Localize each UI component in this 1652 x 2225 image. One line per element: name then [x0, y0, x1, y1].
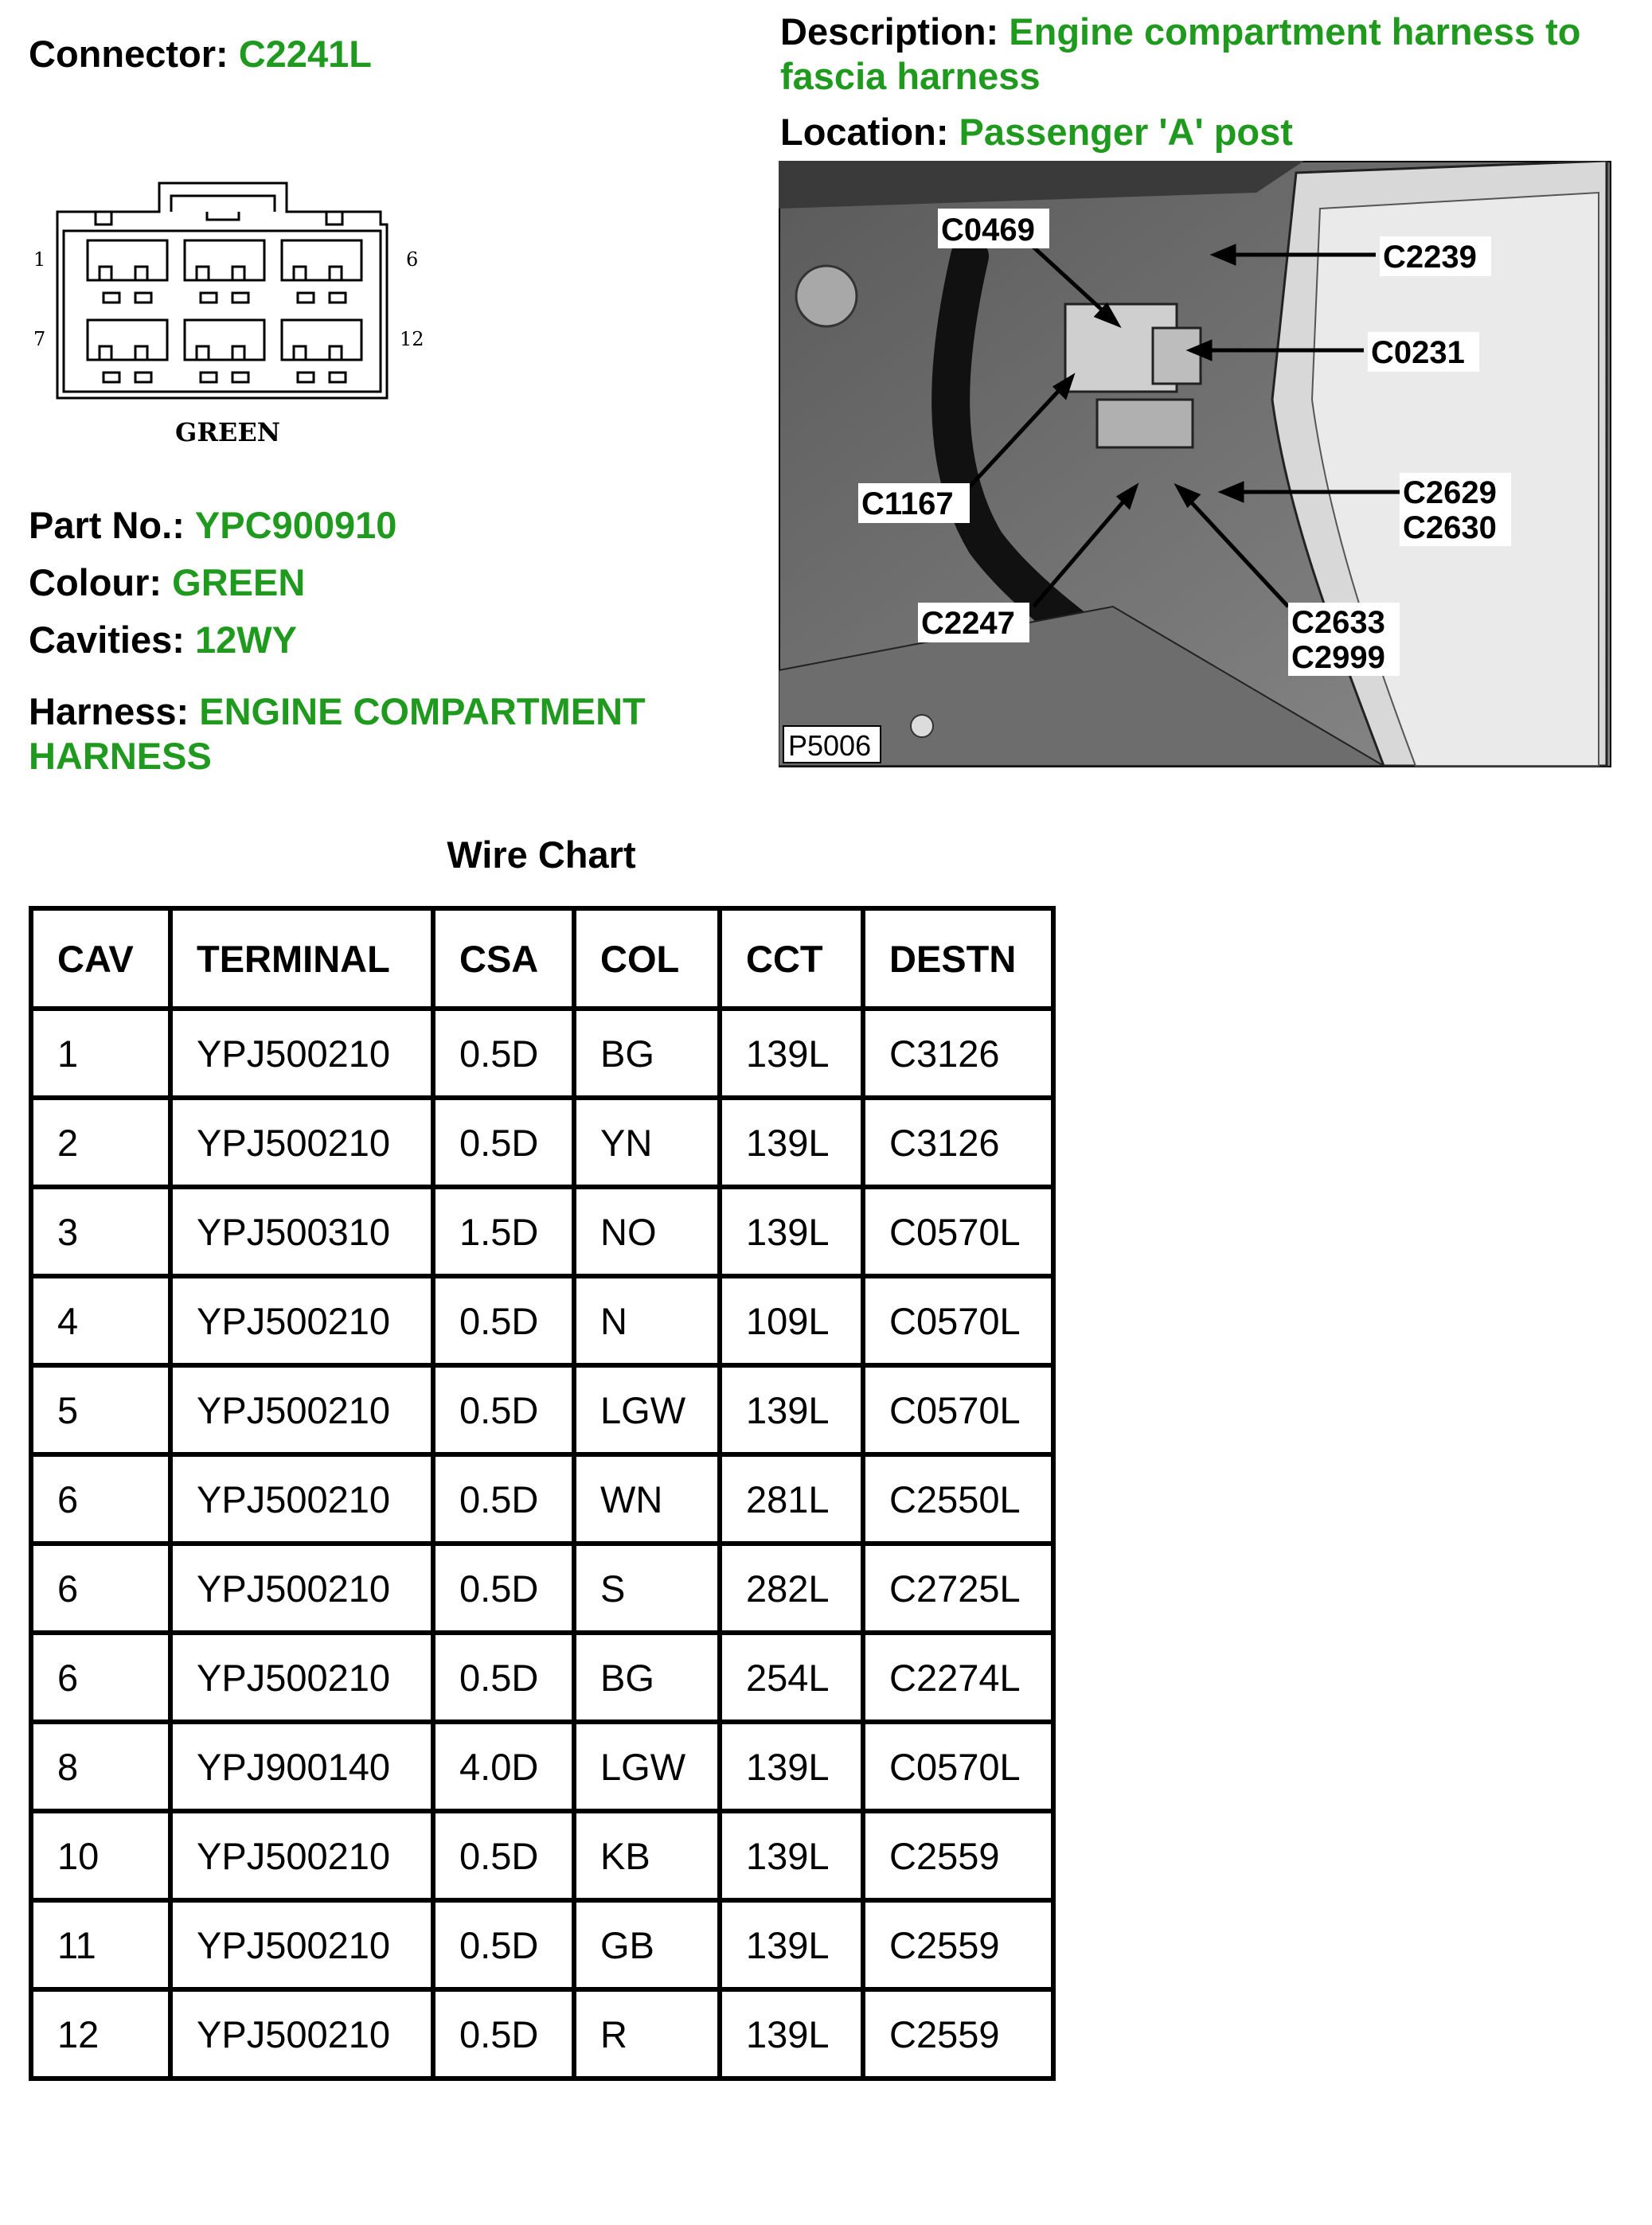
harness-label: Harness:: [29, 690, 189, 732]
cell-destn: C0570L: [863, 1187, 1053, 1276]
cell-cct: 139L: [720, 1722, 863, 1811]
cell-cct: 139L: [720, 1009, 863, 1098]
cell-destn: C2559: [863, 1900, 1053, 1989]
cell-terminal: YPJ500210: [170, 1454, 433, 1544]
header-csa: CSA: [433, 908, 574, 1009]
location-field: [780, 110, 1293, 154]
pin-label-12: 12: [400, 328, 424, 350]
cell-destn: C2550L: [863, 1454, 1053, 1544]
cell-terminal: YPJ500210: [170, 1811, 433, 1900]
connector-label: Connector:: [29, 33, 228, 75]
callout-c2629: C2629: [1403, 475, 1497, 510]
location-photo: [779, 161, 1611, 767]
callout-c2630: C2630: [1403, 510, 1497, 545]
description-value: Engine compartment harness to fascia harness: [780, 10, 1581, 97]
header-cav: CAV: [31, 908, 170, 1009]
cell-terminal: YPJ900140: [170, 1722, 433, 1811]
table-row: [31, 1009, 1053, 1098]
cell-terminal: YPJ500210: [170, 1098, 433, 1187]
cell-col: GB: [574, 1900, 720, 1989]
colour-label: Colour:: [29, 561, 162, 603]
cell-csa: 0.5D: [433, 1009, 574, 1098]
table-row: [31, 1187, 1053, 1276]
header-col: COL: [574, 908, 720, 1009]
cell-csa: 0.5D: [433, 1811, 574, 1900]
part-number-value: YPC900910: [194, 504, 397, 546]
table-row: [31, 1365, 1053, 1454]
cell-cct: 139L: [720, 1989, 863, 2079]
callout-c2239: C2239: [1383, 240, 1477, 275]
part-number-label: Part No.:: [29, 504, 185, 546]
cell-col: BG: [574, 1009, 720, 1098]
table-row: [31, 1454, 1053, 1544]
cell-col: LGW: [574, 1365, 720, 1454]
cell-cct: 139L: [720, 1900, 863, 1989]
cell-terminal: YPJ500210: [170, 1900, 433, 1989]
cell-cct: 254L: [720, 1633, 863, 1722]
pin-label-7: 7: [33, 328, 46, 350]
wire-chart-header-row: [31, 908, 1053, 1009]
callout-c2247: C2247: [921, 606, 1015, 641]
table-row: [31, 1900, 1053, 1989]
cell-col: BG: [574, 1633, 720, 1722]
callout-c2999: C2999: [1291, 640, 1385, 675]
callout-c0231: C0231: [1371, 335, 1465, 370]
cell-destn: C2274L: [863, 1633, 1053, 1722]
cell-terminal: YPJ500210: [170, 1633, 433, 1722]
cell-cav: 6: [31, 1544, 170, 1633]
cell-cct: 139L: [720, 1098, 863, 1187]
harness-field: [29, 689, 729, 779]
cell-destn: C3126: [863, 1009, 1053, 1098]
wire-chart-title: Wire Chart: [447, 833, 636, 876]
cell-terminal: YPJ500210: [170, 1276, 433, 1365]
wire-chart-table: [29, 906, 1056, 2081]
cell-cct: 139L: [720, 1365, 863, 1454]
cell-csa: 0.5D: [433, 1633, 574, 1722]
cell-col: KB: [574, 1811, 720, 1900]
cell-cct: 139L: [720, 1187, 863, 1276]
colour-value: GREEN: [172, 561, 306, 603]
cavities-value: 12WY: [194, 619, 297, 661]
cell-csa: 0.5D: [433, 1454, 574, 1544]
cell-col: NO: [574, 1187, 720, 1276]
callout-c0469: C0469: [941, 213, 1035, 248]
cell-csa: 1.5D: [433, 1187, 574, 1276]
cell-destn: C0570L: [863, 1276, 1053, 1365]
table-row: [31, 1098, 1053, 1187]
cell-destn: C3126: [863, 1098, 1053, 1187]
callout-c1167: C1167: [861, 486, 954, 521]
cell-cav: 5: [31, 1365, 170, 1454]
cell-col: R: [574, 1989, 720, 2079]
cell-cav: 8: [31, 1722, 170, 1811]
cell-terminal: YPJ500210: [170, 1009, 433, 1098]
part-number-field: [29, 503, 396, 548]
cell-cct: 282L: [720, 1544, 863, 1633]
table-row: [31, 1989, 1053, 2079]
cell-csa: 0.5D: [433, 1365, 574, 1454]
cell-csa: 0.5D: [433, 1900, 574, 1989]
colour-field: [29, 560, 305, 605]
cell-terminal: YPJ500210: [170, 1365, 433, 1454]
header-cct: CCT: [720, 908, 863, 1009]
cell-col: YN: [574, 1098, 720, 1187]
cell-cav: 6: [31, 1633, 170, 1722]
cell-cav: 12: [31, 1989, 170, 2079]
location-label: Location:: [780, 111, 949, 153]
cell-cav: 4: [31, 1276, 170, 1365]
location-value: Passenger 'A' post: [959, 111, 1293, 153]
cell-col: N: [574, 1276, 720, 1365]
cell-csa: 0.5D: [433, 1544, 574, 1633]
connector-field: [29, 32, 372, 76]
pin-label-6: 6: [406, 248, 419, 271]
cell-col: LGW: [574, 1722, 720, 1811]
cell-csa: 0.5D: [433, 1989, 574, 2079]
cell-destn: C0570L: [863, 1365, 1053, 1454]
table-row: [31, 1722, 1053, 1811]
cell-cav: 11: [31, 1900, 170, 1989]
cell-terminal: YPJ500210: [170, 1989, 433, 2079]
table-row: [31, 1276, 1053, 1365]
connector-colour-label: GREEN: [175, 417, 280, 447]
cell-col: S: [574, 1544, 720, 1633]
cell-destn: C2559: [863, 1989, 1053, 2079]
cell-csa: 0.5D: [433, 1276, 574, 1365]
cavities-field: [29, 618, 297, 662]
pin-label-1: 1: [33, 248, 46, 271]
cell-csa: 0.5D: [433, 1098, 574, 1187]
cell-cct: 109L: [720, 1276, 863, 1365]
callout-c2633: C2633: [1291, 605, 1385, 640]
cell-terminal: YPJ500210: [170, 1544, 433, 1633]
cell-destn: C2725L: [863, 1544, 1053, 1633]
harness-value: ENGINE COMPARTMENT HARNESS: [29, 690, 646, 777]
cell-cct: 139L: [720, 1811, 863, 1900]
cavities-label: Cavities:: [29, 619, 185, 661]
cell-cav: 2: [31, 1098, 170, 1187]
cell-cav: 3: [31, 1187, 170, 1276]
table-row: [31, 1633, 1053, 1722]
cell-cav: 6: [31, 1454, 170, 1544]
connector-value: C2241L: [238, 33, 372, 75]
cell-cct: 281L: [720, 1454, 863, 1544]
cell-destn: C0570L: [863, 1722, 1053, 1811]
cell-csa: 4.0D: [433, 1722, 574, 1811]
figure-id: P5006: [788, 729, 872, 762]
description-field: [780, 10, 1640, 99]
cell-cav: 10: [31, 1811, 170, 1900]
header-destn: DESTN: [863, 908, 1053, 1009]
table-row: [31, 1544, 1053, 1633]
description-label: Description:: [780, 10, 999, 53]
table-row: [31, 1811, 1053, 1900]
cell-cav: 1: [31, 1009, 170, 1098]
cell-destn: C2559: [863, 1811, 1053, 1900]
header-terminal: TERMINAL: [170, 908, 433, 1009]
connector-face-diagram: [24, 167, 438, 454]
cell-terminal: YPJ500310: [170, 1187, 433, 1276]
cell-col: WN: [574, 1454, 720, 1544]
